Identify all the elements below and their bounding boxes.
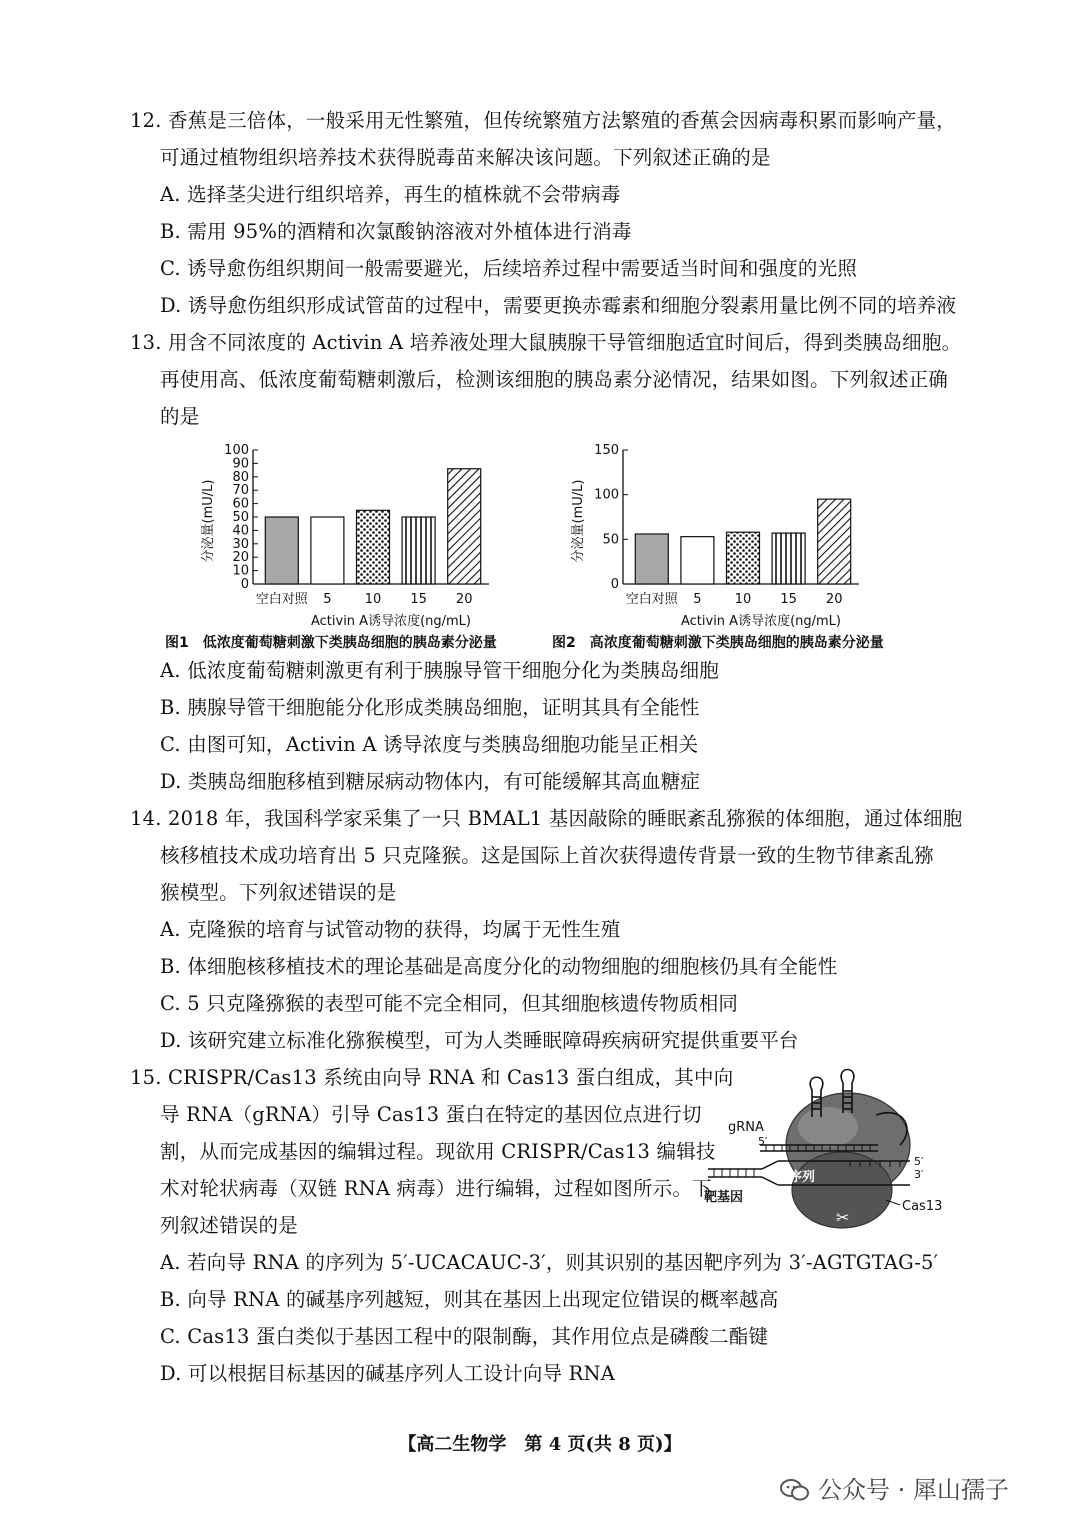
y-tick-label: 50	[602, 532, 619, 548]
q13-stem-line3: 的是	[160, 405, 200, 428]
q14-option-d: D. 该研究建立标准化猕猴模型，可为人类睡眠障碍疾病研究提供重要平台	[160, 1029, 799, 1052]
x-tick-label: 空白对照	[625, 592, 678, 607]
q15-stem-line5: 列叙述错误的是	[160, 1214, 298, 1237]
bar	[727, 532, 760, 584]
q13-option-b: B. 胰腺导管干细胞能分化形成类胰岛细胞，证明其具有全能性	[160, 696, 700, 719]
bar	[357, 510, 390, 584]
q15-stem-line4: 术对轮状病毒（双链 RNA 病毒）进行编辑，过程如图所示。下	[160, 1177, 712, 1200]
page-footer: 【高二生物学 第 4 页(共 8 页)】	[398, 1434, 682, 1455]
q15-option-d: D. 可以根据目标基因的碱基序列人工设计向导 RNA	[160, 1362, 616, 1385]
figure2-bar-chart	[565, 438, 865, 638]
y-tick-label: 20	[232, 550, 249, 566]
y-tick-label: 10	[232, 563, 249, 579]
five-prime-label-b: 5′	[914, 1155, 924, 1168]
five-prime-label-a: 5′	[758, 1135, 768, 1148]
q14-stem-line1: 14. 2018 年，我国科学家采集了一只 BMAL1 基因敲除的睡眠紊乱猕猴的体细胞，通过体细胞	[130, 807, 963, 830]
x-tick-label: 10	[364, 592, 382, 607]
cas13-label: Cas13	[902, 1199, 943, 1214]
x-tick-label: 10	[734, 592, 752, 607]
q14-stem-line2: 核移植技术成功培育出 5 只克隆猴。这是国际上首次获得遗传背景一致的生物节律紊乱猕	[160, 844, 935, 867]
x-tick-label: 20	[455, 592, 473, 607]
q12-stem-line2: 可通过植物组织培养技术获得脱毒苗来解决该问题。下列叙述正确的是	[160, 146, 771, 169]
bar	[265, 517, 298, 584]
y-tick-label: 0	[240, 577, 249, 592]
y-tick-label: 60	[232, 496, 249, 512]
q12-option-c: C. 诱导愈伤组织期间一般需要避光，后续培养过程中需要适当时间和强度的光照	[160, 257, 858, 280]
target-sequence-label: 靶序列	[776, 1170, 816, 1185]
bar	[818, 499, 851, 584]
y-tick-label: 50	[232, 510, 249, 525]
q13-stem-line2: 再使用高、低浓度葡萄糖刺激后，检测该细胞的胰岛素分泌情况，结果如图。下列叙述正确	[160, 368, 949, 391]
q13-option-d: D. 类胰岛细胞移植到糖尿病动物体内，有可能缓解其高血糖症	[160, 770, 701, 793]
q15-option-a: A. 若向导 RNA 的序列为 5′-UCACAUC-3′，则其识别的基因靶序列为 3′-AGTGTAG-5′	[160, 1251, 939, 1274]
q14-option-b: B. 体细胞核移植技术的理论基础是高度分化的动物细胞的细胞核仍具有全能性	[160, 955, 838, 978]
x-tick-label: 20	[825, 592, 843, 607]
bar	[635, 534, 668, 584]
q13-option-c: C. 由图可知，Activin A 诱导浓度与类胰岛细胞功能呈正相关	[160, 733, 699, 756]
bar	[772, 533, 805, 584]
figure1-bar-chart	[195, 438, 495, 638]
crispr-cas13-diagram	[700, 1065, 950, 1235]
wechat-logo-icon	[780, 1479, 810, 1501]
figure2-caption: 图2 高浓度葡萄糖刺激下类胰岛细胞的胰岛素分泌量	[552, 635, 884, 651]
watermark-text: 公众号 · 犀山孺子	[818, 1476, 1009, 1504]
y-tick-label: 150	[594, 443, 619, 458]
y-tick-label: 90	[232, 456, 249, 472]
y-tick-label: 70	[232, 483, 249, 499]
q12-option-d: D. 诱导愈伤组织形成试管苗的过程中，需要更换赤霉素和细胞分裂素用量比例不同的培养液	[160, 294, 957, 317]
y-tick-label: 40	[232, 523, 249, 539]
y-tick-label: 0	[610, 577, 619, 592]
watermark	[780, 1470, 1009, 1505]
q14-option-c: C. 5 只克隆猕猴的表型可能不完全相同，但其细胞核遗传物质相同	[160, 992, 739, 1015]
y-tick-label: 80	[232, 469, 249, 485]
q15-option-c: C. Cas13 蛋白类似于基因工程中的限制酶，其作用位点是磷酸二酯键	[160, 1325, 769, 1348]
q12-option-a: A. 选择茎尖进行组织培养，再生的植株就不会带病毒	[160, 183, 621, 206]
x-tick-label: 15	[780, 592, 797, 607]
y-axis-label: 分泌量(mU/L)	[201, 479, 216, 563]
y-axis-label: 分泌量(mU/L)	[571, 479, 586, 563]
three-prime-label: 3′	[914, 1168, 924, 1181]
bar	[681, 537, 714, 584]
y-tick-label: 30	[232, 536, 249, 552]
q15-stem-line3: 割，从而完成基因的编辑过程。现欲用 CRISPR/Cas13 编辑技	[160, 1140, 716, 1163]
x-tick-label: 5	[323, 592, 332, 607]
q14-stem-line3: 猴模型。下列叙述错误的是	[160, 881, 397, 904]
x-tick-label: 空白对照	[255, 592, 308, 607]
bar	[448, 469, 481, 584]
grna-label: gRNA	[728, 1120, 764, 1135]
x-axis-label: Activin A诱导浓度(ng/mL)	[680, 614, 842, 629]
x-tick-label: 15	[410, 592, 427, 607]
q15-stem-line2: 导 RNA（gRNA）引导 Cas13 蛋白在特定的基因位点进行切	[160, 1103, 702, 1126]
bar	[402, 517, 435, 584]
q13-stem-line1: 13. 用含不同浓度的 Activin A 培养液处理大鼠胰腺干导管细胞适宜时间后，得到类胰岛细胞。	[130, 331, 962, 354]
q14-option-a: A. 克隆猴的培育与试管动物的获得，均属于无性生殖	[160, 918, 621, 941]
q15-stem-line1: 15. CRISPR/Cas13 系统由向导 RNA 和 Cas13 蛋白组成，其中向	[130, 1066, 734, 1089]
q13-option-a: A. 低浓度葡萄糖刺激更有利于胰腺导管干细胞分化为类胰岛细胞	[160, 659, 719, 682]
bar	[311, 517, 344, 584]
target-gene-label: 靶基因	[704, 1190, 744, 1205]
x-tick-label: 5	[693, 592, 702, 607]
y-tick-label: 100	[224, 443, 249, 458]
q12-option-b: B. 需用 95%的酒精和次氯酸钠溶液对外植体进行消毒	[160, 220, 632, 243]
scissors-icon: ✂	[836, 1208, 850, 1227]
q15-option-b: B. 向导 RNA 的碱基序列越短，则其在基因上出现定位错误的概率越高	[160, 1288, 779, 1311]
y-tick-label: 100	[594, 487, 619, 503]
x-axis-label: Activin A诱导浓度(ng/mL)	[310, 614, 472, 629]
q12-stem-line1: 12. 香蕉是三倍体，一般采用无性繁殖，但传统繁殖方法繁殖的香蕉会因病毒积累而影响产量，	[130, 109, 957, 132]
figure1-caption: 图1 低浓度葡萄糖刺激下类胰岛细胞的胰岛素分泌量	[165, 635, 497, 651]
